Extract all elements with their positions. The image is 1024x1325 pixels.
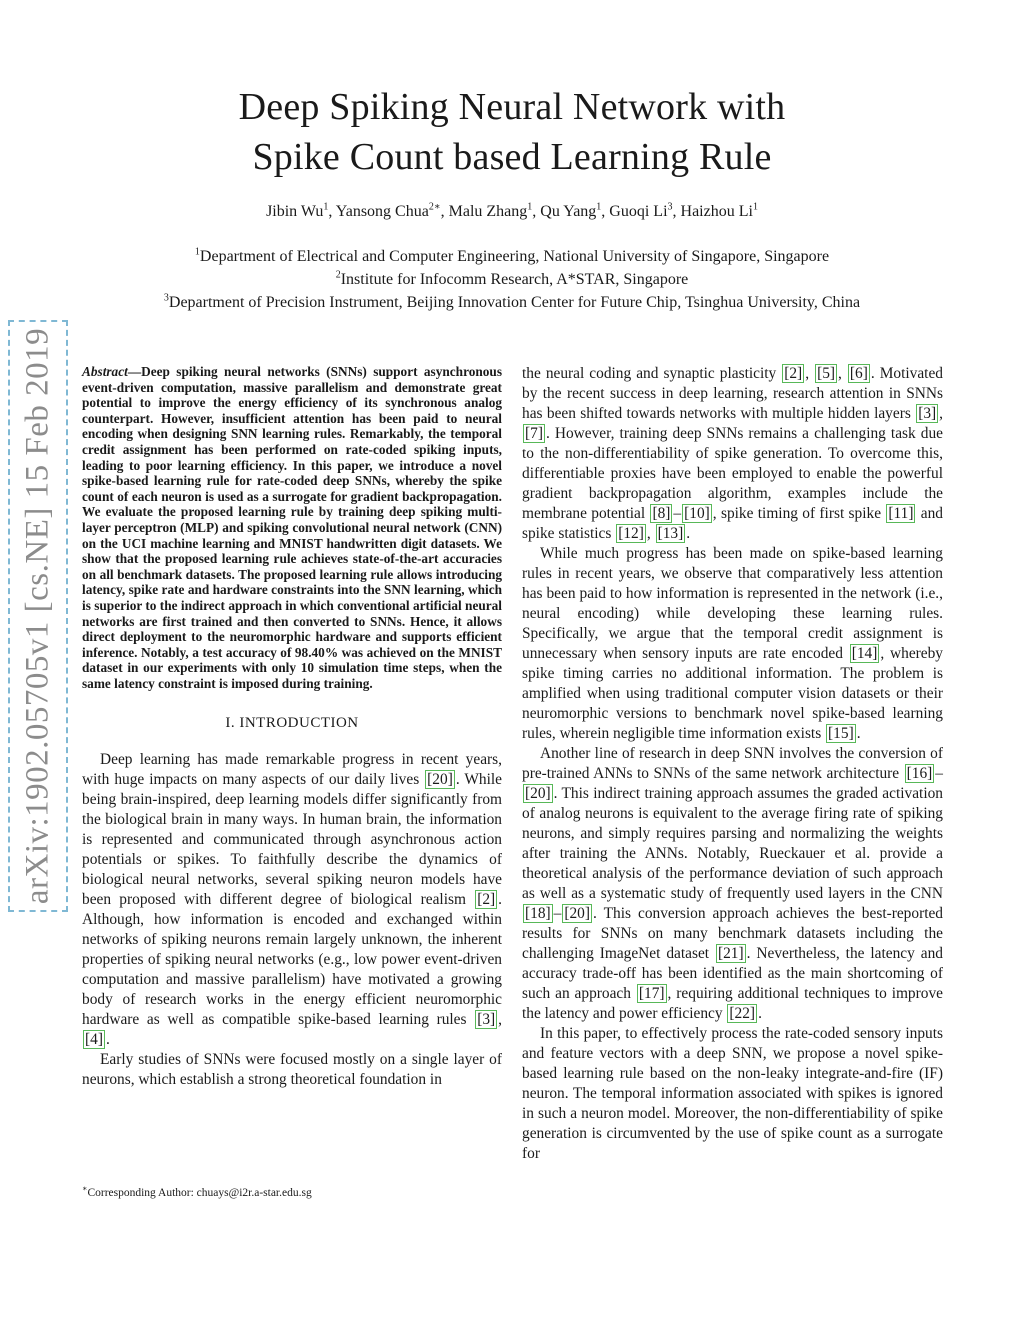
citation-link[interactable]: [2]	[784, 365, 803, 382]
citation-link[interactable]: [5]	[817, 365, 836, 382]
citation-link[interactable]: [20]	[525, 785, 551, 802]
author-separator: ,	[672, 203, 681, 220]
affiliation-text: Department of Electrical and Computer Engineering, National University of Singapore, Singapore	[199, 248, 830, 265]
body-text: ,	[646, 525, 655, 542]
body-text: , whereby spike timing carries no additional information. The problem is amplified when using traditional computer vision datasets or their neuromorphic versions to benchmark novel spike-based learning rules, wherein negligible time information exists	[522, 645, 943, 742]
body-text: .	[105, 1031, 110, 1049]
author-name: Guoqi Li	[609, 203, 668, 220]
body-text: In this paper, to effectively process the rate-coded sensory inputs and feature vectors with a deep SNN, we propose a novel spike-based learning rule based on the non-leaky integrate-and-fire (IF) neuron. The temporal information associated with spikes is ignored in such a neuron model. Moreover, the non-differentiability of spike generation is circumvented by the use of spike count as a surrogate for	[522, 1025, 943, 1162]
citation-link[interactable]: [13]	[657, 525, 684, 542]
body-paragraph	[82, 1050, 502, 1090]
body-paragraph	[522, 744, 943, 1024]
author-separator: ,	[440, 203, 449, 220]
body-text: ,	[805, 365, 815, 382]
body-paragraph	[522, 364, 943, 544]
author-separator: ,	[601, 203, 610, 220]
affiliation-mark: 3	[163, 292, 169, 304]
body-paragraph	[522, 1024, 943, 1164]
body-text: . However, training deep SNNs remains a challenging task due to the non-differentiability of spike generation. To overcome this, differentiable proxies have been employed to enable the powerful gradient backpropagation algorithm, examples include the membrane potential	[522, 425, 943, 522]
citation-link[interactable]: [8]	[652, 505, 671, 522]
body-text: Early studies of SNNs were focused mostly on a single layer of neurons, which establish a strong theoretical foundation in	[82, 1051, 502, 1089]
body-text: –	[553, 905, 562, 922]
author-affiliation-mark: 2∗	[428, 201, 441, 213]
affiliation-mark: 1	[194, 246, 200, 258]
citation-link[interactable]: [12]	[618, 525, 644, 542]
citation-link[interactable]: [20]	[427, 771, 453, 789]
body-paragraph	[82, 750, 502, 1050]
body-text: . Nevertheless, the latency and accuracy trade-off has been identified as the main shortcoming of such an approach	[522, 945, 943, 1002]
body-text: . This indirect training approach assumes the graded activation of analog neurons is equivalent to the average firing rate of spiking neurons, and simply requires parsing and normalizing the weights after training the ANNs. Notably, Rueckauer et al. provide a theoretical analysis of the performance deviation of such approach as well as a systematic study of frequently used layers in the CNN	[522, 785, 943, 902]
body-paragraph	[522, 544, 943, 744]
body-text: .	[856, 725, 861, 742]
author-name: Malu Zhang	[448, 203, 528, 220]
arxiv-id[interactable]: arXiv:1902.05705v1 [cs.NE] 15 Feb 2019	[19, 327, 56, 905]
body-text: ,	[498, 1011, 502, 1029]
author-affiliation-mark: 1	[527, 201, 533, 213]
citation-link[interactable]: [17]	[638, 985, 665, 1002]
citation-link[interactable]: [20]	[564, 905, 591, 922]
affiliation-line	[40, 268, 984, 291]
left-body	[82, 750, 502, 1090]
affiliation-mark: 2	[335, 269, 341, 281]
body-text: .	[758, 1005, 762, 1022]
author-separator: ,	[328, 203, 336, 220]
body-text: ,	[838, 365, 847, 382]
arxiv-sidebar-stamp[interactable]	[8, 320, 68, 912]
abstract	[82, 364, 502, 691]
citation-link[interactable]: [21]	[717, 945, 744, 962]
title-line-2: Spike Count based Learning Rule	[252, 136, 772, 178]
author-affiliation-mark: 1	[323, 201, 329, 213]
citation-link[interactable]: [7]	[525, 425, 543, 442]
citation-link[interactable]: [3]	[918, 405, 937, 422]
author-separator: ,	[532, 203, 541, 220]
author-name: Qu Yang	[540, 203, 597, 220]
author-name: Yansong Chua	[335, 203, 429, 220]
author-name: Haizhou Li	[680, 203, 753, 220]
body-text: . This conversion approach achieves the best-reported results for SNNs on many benchmark datasets including the challenging ImageNet dataset	[522, 905, 943, 962]
body-text: While much progress has been made on spike-based learning rules in recent years, we observe that comparatively less attention has been paid to how information is represented in the network (i.e., neural encoding) while developing these learning rules. Specifically, we argue that the temporal credit assignment is unnecessary when sensory inputs are rate encoded	[522, 545, 943, 662]
author-name: Jibin Wu	[266, 203, 324, 220]
body-text: .	[686, 525, 691, 542]
author-affiliation-mark: 1	[596, 201, 602, 213]
abstract-label: Abstract	[82, 364, 128, 379]
affiliation-text: Institute for Infocomm Research, A*STAR, Singapore	[340, 271, 689, 288]
citation-link[interactable]: [2]	[477, 891, 496, 909]
citation-link[interactable]: [22]	[729, 1005, 756, 1022]
affiliation-line	[40, 291, 984, 314]
footnote	[82, 1186, 502, 1201]
body-text: and spike statistics	[522, 505, 944, 542]
affiliation-text: Department of Precision Instrument, Beijing Innovation Center for Future Chip, Tsinghua University, China	[168, 294, 861, 311]
body-text: Deep learning has made remarkable progress in recent years, with huge impacts on many aspects of our daily lives	[82, 751, 502, 789]
citation-link[interactable]: [10]	[684, 505, 710, 522]
author-affiliation-mark: 3	[667, 201, 673, 213]
citation-link[interactable]: [14]	[851, 645, 878, 662]
citation-link[interactable]: [4]	[85, 1031, 103, 1049]
title-line-1: Deep Spiking Neural Network with	[238, 86, 786, 128]
citation-link[interactable]: [11]	[888, 505, 914, 522]
section-heading: I. INTRODUCTION	[225, 715, 359, 732]
footnote-mark: ∗	[82, 1184, 88, 1194]
body-text: –	[935, 765, 943, 782]
citation-link[interactable]: [6]	[849, 365, 868, 382]
right-column	[522, 364, 943, 1164]
citation-link[interactable]: [3]	[477, 1011, 496, 1029]
affiliation-line	[40, 245, 984, 268]
citation-link[interactable]: [18]	[525, 905, 551, 922]
footnote-text: Corresponding Author: chuays@i2r.a-star.edu.sg	[87, 1187, 312, 1199]
body-text: . Although, how information is encoded and exchanged within networks of spiking neurons remain largely unknown, the inherent properties of spiking neural networks (e.g., low power event-driven computation and massive parallelism) have motivated a growing body of research works in the energy efficient neuromorphic hardware as well as compatible spike-based learning rules	[82, 891, 502, 1029]
citation-link[interactable]: [16]	[906, 765, 933, 782]
body-text: ,	[939, 405, 943, 422]
affiliation-list	[40, 245, 984, 314]
body-text: . While being brain-inspired, deep learning models differ significantly from the biological brain in many ways. In human brain, the information is represented and communicated through asynchronous action potentials or spikes. To faithfully describe the dynamics of biological neural networks, several spiking neuron models have been proposed with different degree of biological realism	[82, 771, 502, 909]
abstract-text: —Deep spiking neural networks (SNNs) support asynchronous event-driven computation, massive parallelism and demonstrate great potential to improve the energy efficiency of its synchronous analog counterpart. However, insufficient attention has been paid to neural encoding when designing SNN learning rules. Remarkably, the temporal credit assignment has been performed on rate-coded spiking inputs, leading to poor learning efficiency. In this paper, we introduce a novel spike-based learning rule for rate-coded deep SNNs, whereby the spike count of each neuron is used as a surrogate for gradient backpropagation. We evaluate the proposed learning rule by training deep spiking multi-layer perceptron (MLP) and spiking convolutional neural network (CNN) on the UCI machine learning and MNIST handwritten digit datasets. We show that the proposed learning rule achieves state-of-the-art accuracies on all benchmark datasets. The proposed learning rule allows introducing latency, spike rate and hardware constraints into the SNN learning, which is superior to the indirect approach in which conventional artificial neural networks are first trained and then converted to SNNs. Hence, it allows direct deployment to the neuromorphic hardware and supports efficient inference. Notably, a test accuracy of 98.40% was achieved on the MNIST dataset in our experiments with only 10 simulation time steps, when the same latency constraint is imposed during training.	[82, 364, 502, 691]
paper-title	[80, 82, 944, 182]
body-text: Another line of research in deep SNN involves the conversion of pre-trained ANNs to SNNs of the same network architecture	[522, 745, 943, 782]
left-column	[82, 364, 502, 1090]
author-list	[80, 200, 944, 224]
citation-link[interactable]: [15]	[828, 725, 854, 742]
author-affiliation-mark: 1	[752, 201, 758, 213]
body-text: –	[673, 505, 682, 522]
body-text: . Motivated by the recent success in deep learning, research attention in SNNs has been shifted towards networks with multiple hidden layers	[522, 365, 943, 422]
body-text: , spike timing of first spike	[712, 505, 886, 522]
body-text: the neural coding and synaptic plasticity	[522, 365, 782, 382]
body-text: , requiring additional techniques to improve the latency and power efficiency	[522, 985, 943, 1022]
